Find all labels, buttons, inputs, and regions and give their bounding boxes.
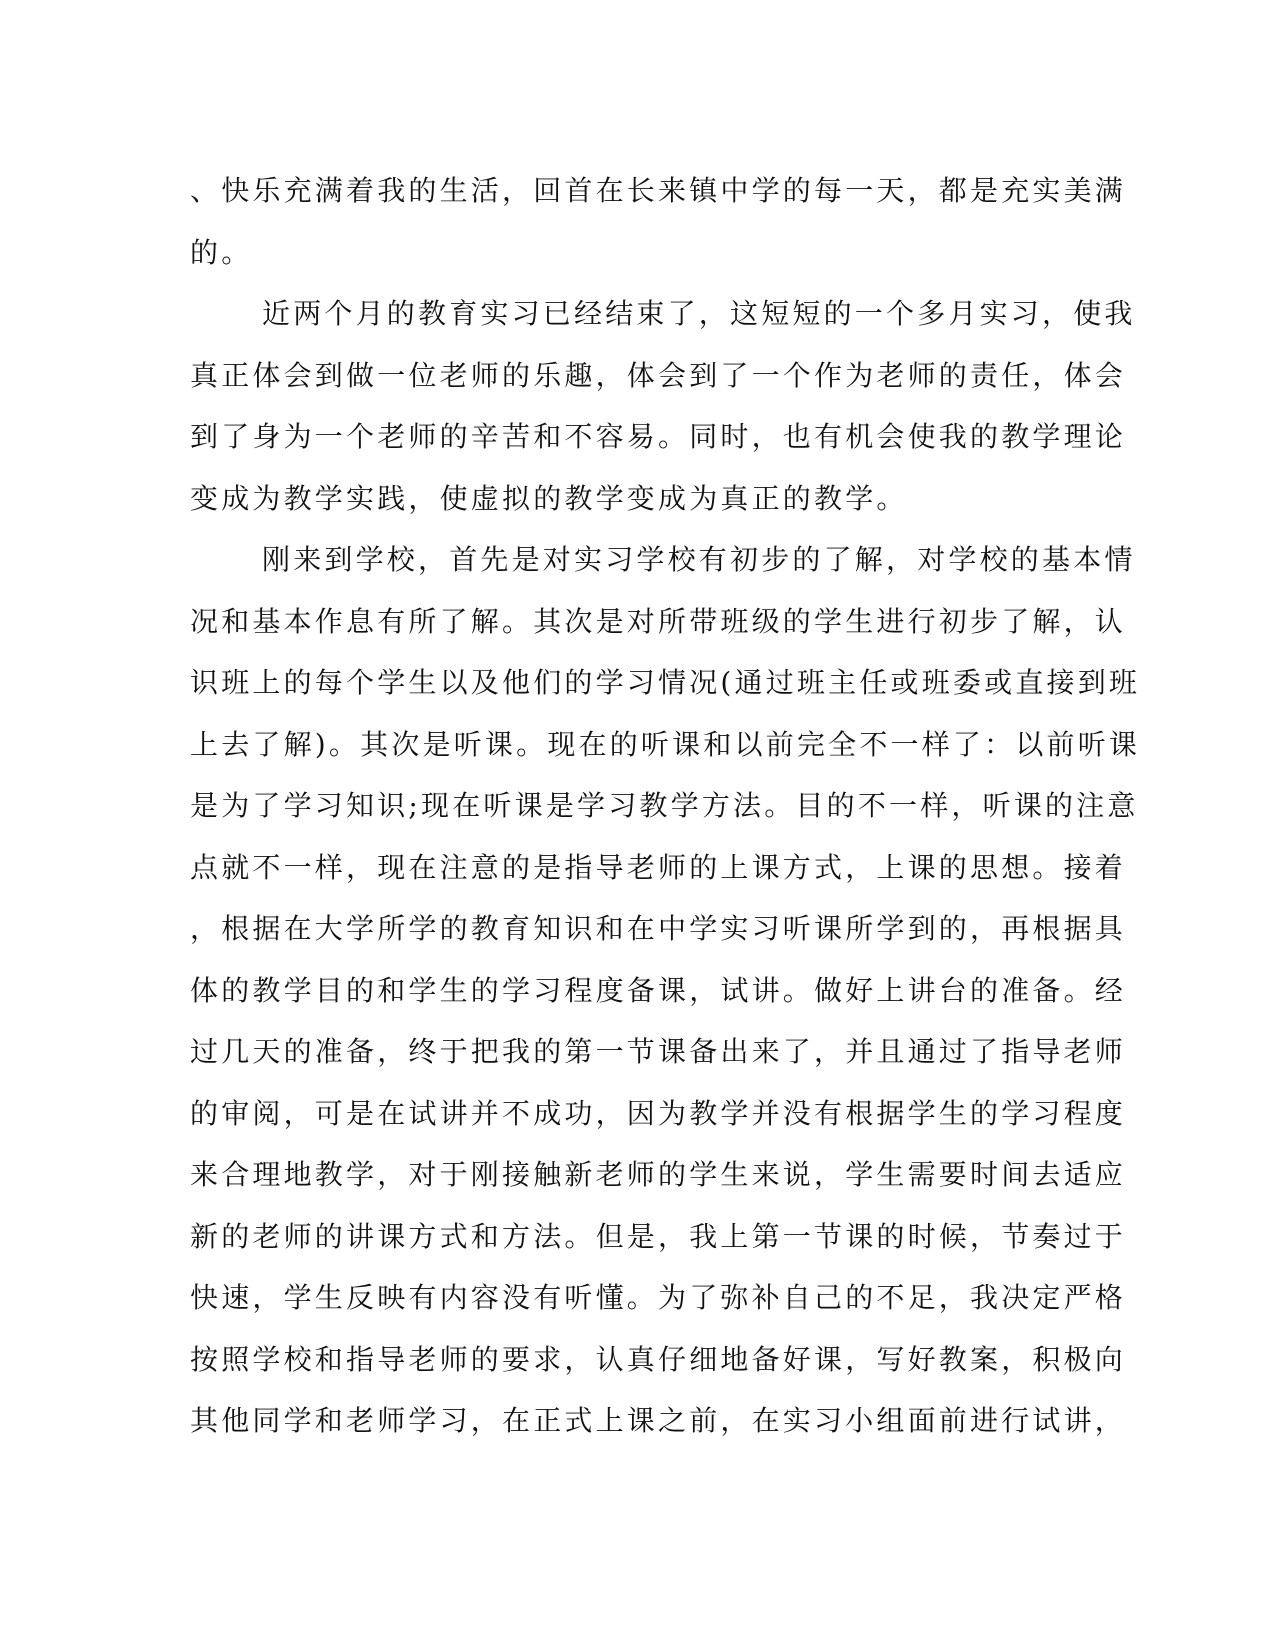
paragraph-start-line: 近两个月的教育实习已经结束了，这短短的一个多月实习，使我 [262, 297, 1136, 330]
text-line: 体的教学目的和学生的学习程度备课，试讲。做好上讲台的准备。经 [190, 973, 1127, 1007]
text-line: 新的老师的讲课方式和方法。但是，我上第一节课的时候，节奏过于 [190, 1219, 1127, 1253]
text-line: 、快乐充满着我的生活，回首在长来镇中学的每一天，都是充实美满 [190, 174, 1127, 207]
text-line: 的。 [190, 235, 253, 269]
text-line: 上去了解)。其次是听课。现在的听课和以前完全不一样了：以前听课 [190, 727, 1141, 761]
text-line: ，根据在大学所学的教育知识和在中学实习听课所学到的，再根据具 [190, 912, 1127, 945]
text-line: 到了身为一个老师的辛苦和不容易。同时，也有机会使我的教学理论 [190, 420, 1127, 453]
body-text [190, 160, 1141, 1452]
text-line: 的审阅，可是在试讲并不成功，因为教学并没有根据学生的学习程度 [190, 1096, 1127, 1130]
paragraph-start-line: 刚来到学校，首先是对实习学校有初步的了解，对学校的基本情 [262, 543, 1136, 576]
text-line: 来合理地教学，对于刚接触新老师的学生来说，学生需要时间去适应 [190, 1158, 1127, 1191]
text-line: 变成为教学实践，使虚拟的教学变成为真正的教学。 [190, 481, 908, 515]
text-line: 况和基本作息有所了解。其次是对所带班级的学生进行初步了解，认 [190, 604, 1127, 638]
text-line: 真正体会到做一位老师的乐趣，体会到了一个作为老师的责任，体会 [190, 358, 1127, 392]
text-line: 按照学校和指导老师的要求，认真仔细地备好课，写好教案，积极向 [190, 1342, 1127, 1376]
text-line: 是为了学习知识;现在听课是学习教学方法。目的不一样，听课的注意 [190, 789, 1139, 822]
text-line: 其他同学和老师学习，在正式上课之前，在实习小组面前进行试讲， [190, 1404, 1127, 1437]
text-line: 识班上的每个学生以及他们的学习情况(通过班主任或班委或直接到班 [190, 666, 1141, 699]
text-line: 点就不一样，现在注意的是指导老师的上课方式，上课的思想。接着 [190, 850, 1127, 884]
text-line: 快速，学生反映有内容没有听懂。为了弥补自己的不足，我决定严格 [190, 1281, 1127, 1314]
text-line: 过几天的准备，终于把我的第一节课备出来了，并且通过了指导老师 [190, 1035, 1127, 1068]
